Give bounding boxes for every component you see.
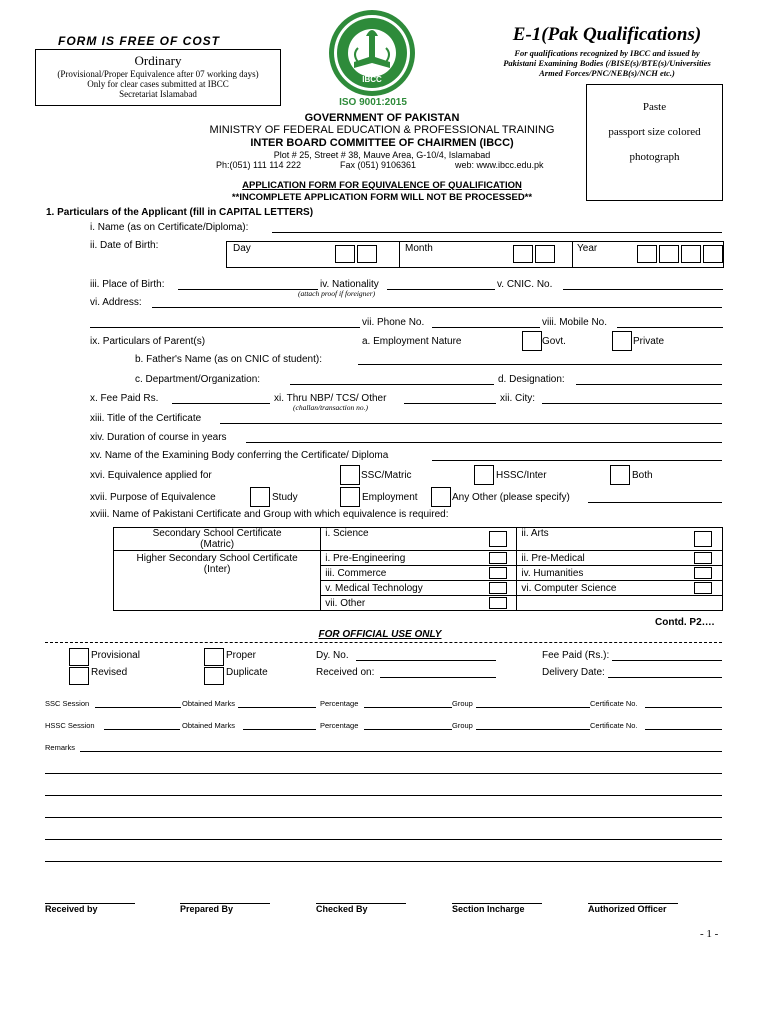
logo-abbr: IBCC <box>362 75 382 84</box>
ordinary-box <box>35 49 281 106</box>
duration-field[interactable] <box>246 442 722 443</box>
form-code-desc-3: Armed Forces/PNC/NEB(s)/NCH etc.) <box>539 68 675 78</box>
page-number: - 1 - <box>700 928 719 940</box>
org-address: Plot # 25, Street # 38, Mauve Area, G-10/4, Islamabad <box>273 150 491 160</box>
received-by-label: Received by <box>45 904 98 914</box>
dob-year-digit-1[interactable] <box>637 245 657 263</box>
name-label: i. Name (as on Certificate/Diploma): <box>90 222 249 233</box>
hssc-cert-no-field[interactable] <box>645 729 722 730</box>
city-field[interactable] <box>542 403 722 404</box>
dy-no-label: Dy. No. <box>316 650 349 661</box>
ssc-cert-label: Secondary School Certificate <box>152 528 282 539</box>
private-label: Private <box>633 336 665 347</box>
fee-label: x. Fee Paid Rs. <box>90 393 159 404</box>
dob-month-label: Month <box>405 243 433 254</box>
address-field-2[interactable] <box>90 327 360 328</box>
ssc-session-label: SSC Session <box>45 699 90 708</box>
photo-line-2: passport size colored <box>608 126 701 138</box>
challan-note: (challan/transaction no.) <box>293 403 368 412</box>
dob-day-digit-1[interactable] <box>335 245 355 263</box>
form-code-title: E-1(Pak Qualifications) <box>512 24 702 45</box>
free-of-cost-label: FORM IS FREE OF COST <box>58 34 221 48</box>
science-cell <box>321 528 485 551</box>
hssc-label: HSSC/Inter <box>496 470 547 481</box>
designation-label: d. Designation: <box>498 374 565 385</box>
commerce-label: iii. Commerce <box>325 567 387 579</box>
hssc-cert-sub: (Inter) <box>203 564 231 575</box>
ssc-cert-sub: (Matric) <box>200 539 235 550</box>
pre-med-label: ii. Pre-Medical <box>521 552 585 564</box>
prepared-by-label: Prepared By <box>180 904 234 914</box>
ssc-group-label: Group <box>452 699 473 708</box>
humanities-checkbox[interactable] <box>694 567 712 579</box>
ordinary-note-3: Secretariat Islamabad <box>119 89 197 99</box>
fee-paid-label: Fee Paid (Rs.): <box>542 650 610 661</box>
delivery-label: Delivery Date: <box>542 667 605 678</box>
phone-field[interactable] <box>432 327 540 328</box>
remarks-label: Remarks <box>45 743 76 752</box>
pre-med-checkbox[interactable] <box>694 552 712 564</box>
fee-paid-field[interactable] <box>612 660 722 661</box>
ibcc-logo <box>322 8 422 98</box>
revised-checkbox[interactable] <box>69 667 89 685</box>
ordinary-note-2: Only for clear cases submitted at IBCC <box>87 79 229 89</box>
dob-year-digit-4[interactable] <box>703 245 723 263</box>
remarks-line-5[interactable] <box>45 839 722 840</box>
address-field-1[interactable] <box>152 307 722 308</box>
ssc-group-field[interactable] <box>476 707 590 708</box>
hssc-cert-no-label: Certificate No. <box>590 721 638 730</box>
dob-month-digit-2[interactable] <box>535 245 555 263</box>
ordinary-note-1: (Provisional/Proper Equivalence after 07 working days) <box>57 69 259 79</box>
form-code-desc-1: For qualifications recognized by IBCC and issued by <box>514 48 700 58</box>
employment-label: Employment <box>362 492 418 503</box>
provisional-label: Provisional <box>91 650 140 661</box>
employment-checkbox[interactable] <box>340 487 360 507</box>
hssc-obtained-field[interactable] <box>243 729 316 730</box>
thru-label: xi. Thru NBP/ TCS/ Other <box>274 393 387 404</box>
hssc-cert-label: Higher Secondary School Certificate <box>136 553 298 564</box>
other-label: Any Other (please specify) <box>452 492 570 503</box>
section1-heading: 1. Particulars of the Applicant (fill in CAPITAL LETTERS) <box>46 207 314 218</box>
science-label: i. Science <box>325 528 369 539</box>
med-tech-checkbox[interactable] <box>489 582 507 594</box>
study-checkbox[interactable] <box>250 487 270 507</box>
ssc-session-field[interactable] <box>95 707 181 708</box>
father-label: b. Father's Name (as on CNIC of student): <box>135 354 322 365</box>
mobile-label: viii. Mobile No. <box>542 317 608 328</box>
pob-label: iii. Place of Birth: <box>90 279 165 290</box>
thru-field[interactable] <box>404 403 496 404</box>
phone-label: vii. Phone No. <box>362 317 425 328</box>
parents-label: ix. Particulars of Parent(s) <box>90 336 206 347</box>
revised-label: Revised <box>91 667 128 678</box>
dept-label: c. Department/Organization: <box>135 374 261 385</box>
cnic-label: v. CNIC. No. <box>497 279 553 290</box>
incomplete-warning: **INCOMPLETE APPLICATION FORM WILL NOT BE PROCESSED** <box>231 192 533 203</box>
photo-line-3: photograph <box>629 151 680 163</box>
ssc-cert-no-label: Certificate No. <box>590 699 638 708</box>
dob-day-digit-2[interactable] <box>357 245 377 263</box>
arts-label: ii. Arts <box>521 528 549 539</box>
section-incharge-label: Section Incharge <box>452 904 525 914</box>
city-label: xii. City: <box>500 393 535 404</box>
dob-year-digit-2[interactable] <box>659 245 679 263</box>
ssc-cell <box>114 528 321 551</box>
remarks-line-1[interactable] <box>80 751 722 752</box>
ssc-label: SSC/Matric <box>361 470 412 481</box>
nationality-label: iv. Nationality <box>320 279 379 290</box>
remarks-line-3[interactable] <box>45 795 722 796</box>
dept-field[interactable] <box>290 384 494 385</box>
ssc-percentage-label: Percentage <box>320 699 359 708</box>
cnic-field[interactable] <box>563 289 723 290</box>
ibcc-logo-icon <box>322 8 422 98</box>
org-web: web: www.ibcc.edu.pk <box>455 160 544 170</box>
ssc-percentage-field[interactable] <box>364 707 452 708</box>
arts-cell <box>517 528 690 551</box>
iso-label: ISO 9001:2015 <box>339 97 407 108</box>
org-fax: Fax (051) 9106361 <box>340 160 417 170</box>
gov-title: GOVERNMENT OF PAKISTAN <box>304 112 460 124</box>
ministry-title: MINISTRY OF FEDERAL EDUCATION & PROFESSIONAL TRAINING <box>209 124 555 136</box>
hssc-obtained-label: Obtained Marks <box>182 721 235 730</box>
father-field[interactable] <box>358 364 722 365</box>
equiv-label: xvi. Equivalence applied for <box>90 470 212 481</box>
proper-checkbox[interactable] <box>204 648 224 666</box>
dob-month-digit-1[interactable] <box>513 245 533 263</box>
duration-label: xiv. Duration of course in years <box>90 432 227 443</box>
purpose-label: xvii. Purpose of Equivalence <box>90 492 216 503</box>
comp-sci-label: vi. Computer Science <box>521 582 617 594</box>
dob-year-label: Year <box>577 243 598 254</box>
remarks-line-2[interactable] <box>45 773 722 774</box>
address-label: vi. Address: <box>90 297 142 308</box>
official-divider <box>45 642 722 643</box>
duplicate-checkbox[interactable] <box>204 667 224 685</box>
other-group-label: vii. Other <box>325 597 366 609</box>
mobile-field[interactable] <box>617 327 723 328</box>
authorized-officer-label: Authorized Officer <box>588 904 667 914</box>
remarks-line-6[interactable] <box>45 861 722 862</box>
study-label: Study <box>272 492 298 503</box>
other-checkbox[interactable] <box>431 487 451 507</box>
org-phone: Ph:(051) 111 114 222 <box>216 160 302 170</box>
official-title: FOR OFFICIAL USE ONLY <box>318 629 442 640</box>
govt-label: Govt. <box>542 336 566 347</box>
comp-sci-checkbox[interactable] <box>694 582 712 594</box>
hssc-session-label: HSSC Session <box>45 721 95 730</box>
photo-line-1: Paste <box>642 101 667 113</box>
dy-no-field[interactable] <box>356 660 496 661</box>
contd-label: Contd. P2…. <box>655 617 715 628</box>
science-checkbox[interactable] <box>489 531 507 547</box>
equivalence-table <box>113 527 723 611</box>
dob-day-label: Day <box>233 243 251 254</box>
hssc-checkbox[interactable] <box>474 465 494 485</box>
other-field[interactable] <box>588 502 722 503</box>
both-label: Both <box>632 470 653 481</box>
remarks-line-4[interactable] <box>45 817 722 818</box>
private-checkbox[interactable] <box>612 331 632 351</box>
emp-nature-label: a. Employment Nature <box>362 336 462 347</box>
received-on-label: Received on: <box>316 667 375 678</box>
org-title: INTER BOARD COMMITTEE OF CHAIRMEN (IBCC) <box>250 137 514 149</box>
form-code-desc-2: Pakistani Examining Bodies (/BISE(s)/BTE(s)/Universities <box>503 58 711 68</box>
dob-year-digit-3[interactable] <box>681 245 701 263</box>
ssc-checkbox[interactable] <box>340 465 360 485</box>
checked-by-label: Checked By <box>316 904 368 914</box>
both-checkbox[interactable] <box>610 465 630 485</box>
hssc-percentage-label: Percentage <box>320 721 359 730</box>
hssc-percentage-field[interactable] <box>364 729 452 730</box>
ssc-cert-no-field[interactable] <box>645 707 722 708</box>
govt-checkbox[interactable] <box>522 331 542 351</box>
pre-eng-checkbox[interactable] <box>489 552 507 564</box>
form-title: APPLICATION FORM FOR EQUIVALENCE OF QUALIFICATION <box>242 180 522 191</box>
fee-field[interactable] <box>172 403 270 404</box>
exam-body-label: xv. Name of the Examining Body conferring the Certificate/ Diploma <box>90 450 389 461</box>
med-tech-label: v. Medical Technology <box>325 582 423 594</box>
pob-field[interactable] <box>178 289 318 290</box>
received-on-field[interactable] <box>380 677 496 678</box>
proper-label: Proper <box>226 650 257 661</box>
group-question: xviii. Name of Pakistani Certificate and Group with which equivalence is required: <box>90 509 449 520</box>
photo-box[interactable] <box>586 84 723 201</box>
foreigner-note: (attach proof if foreigner) <box>298 289 376 298</box>
hssc-group-field[interactable] <box>476 729 590 730</box>
hssc-cell <box>114 551 321 611</box>
commerce-checkbox[interactable] <box>489 567 507 579</box>
arts-checkbox[interactable] <box>694 531 712 547</box>
ssc-obtained-field[interactable] <box>238 707 316 708</box>
other-group-checkbox[interactable] <box>489 597 507 609</box>
ordinary-label: Ordinary <box>134 53 182 68</box>
dob-label: ii. Date of Birth: <box>90 240 159 251</box>
duplicate-label: Duplicate <box>226 667 268 678</box>
delivery-field[interactable] <box>608 677 722 678</box>
exam-body-field[interactable] <box>432 460 722 461</box>
humanities-label: iv. Humanities <box>521 567 584 579</box>
designation-field[interactable] <box>576 384 722 385</box>
hssc-group-label: Group <box>452 721 473 730</box>
hssc-session-field[interactable] <box>104 729 180 730</box>
cert-title-label: xiii. Title of the Certificate <box>90 413 202 424</box>
pre-eng-label: i. Pre-Engineering <box>325 552 406 564</box>
cert-title-field[interactable] <box>220 423 722 424</box>
name-field[interactable] <box>272 232 722 233</box>
provisional-checkbox[interactable] <box>69 648 89 666</box>
ssc-obtained-label: Obtained Marks <box>182 699 235 708</box>
nationality-field[interactable] <box>387 289 495 290</box>
